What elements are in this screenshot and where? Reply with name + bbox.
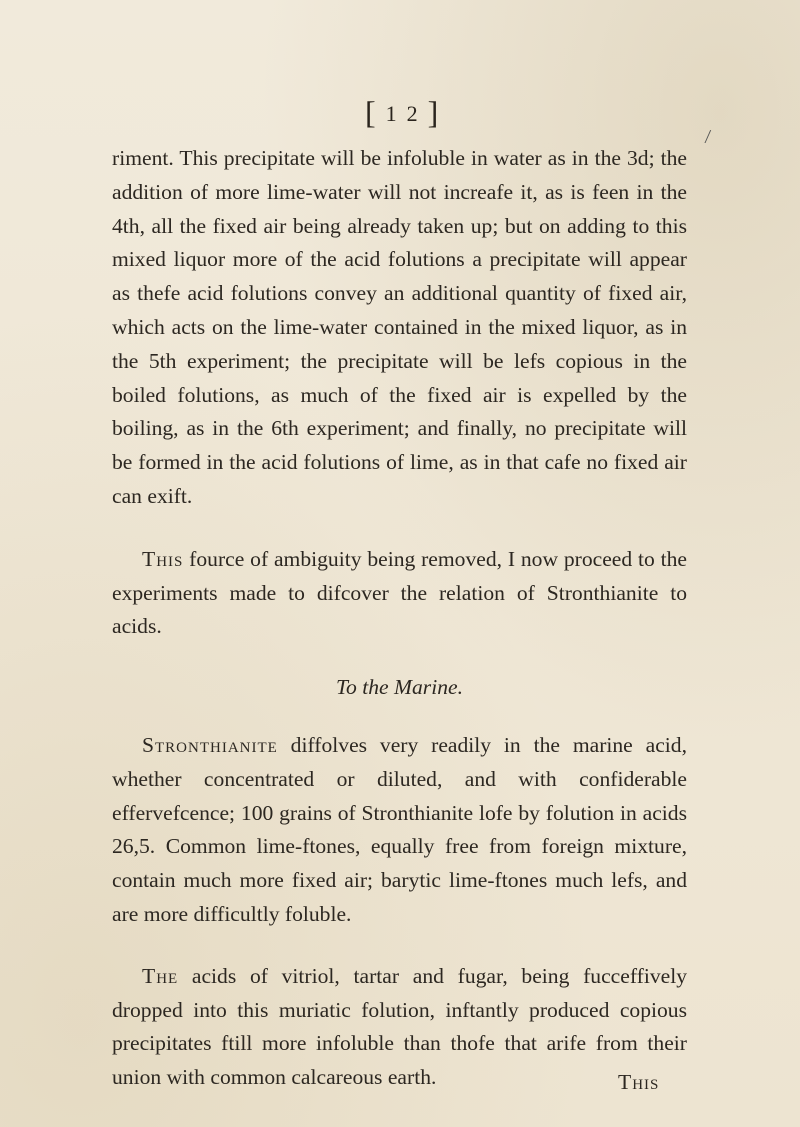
bracket-close: ]: [427, 94, 449, 130]
paragraph-4-lead: The: [142, 963, 179, 988]
body-text: [112, 142, 687, 1095]
page-number-value: 12: [385, 101, 428, 126]
paragraph-1: riment. This precipitate will be infoluble in water as in the 3d; the addition of more lime-water will not increafe it, as is feen in the 4th, all the fixed air being already taken up; but on adding to this mixed liquor more of the acid folutions a precipitate will appear as thefe acid folutions convey an additional quantity of fixed air, which acts on the lime-water contained in the mixed liquor, as in the 5th experiment; the precipitate will be lefs copious in the boiled folutions, as much of the fixed air is expelled by the boiling, as in the 6th experiment; and finally, no precipitate will be formed in the acid folutions of lime, as in that cafe no fixed air can exift.: [112, 146, 687, 508]
paragraph-4-text: acids of vitriol, tartar and fugar, being fucceffively dropped into this muriatic folution, inftantly produced copious precipitates ftill more infoluble than thofe that arife from their union with common calcareous earth.: [112, 963, 687, 1090]
paragraph-2-text: fource of ambiguity being removed, I now proceed to the experiments made to difcover the relation of Stronthianite to acids.: [112, 546, 687, 639]
paragraph-3-lead: Stronthianite: [142, 732, 278, 757]
paragraph-2: [112, 543, 687, 644]
paragraph-2-lead: This: [142, 546, 184, 571]
catchword: This: [618, 1070, 660, 1094]
stray-mark: /: [704, 125, 712, 149]
section-heading: To the Marine.: [336, 675, 463, 700]
bracket-open: [: [365, 94, 386, 130]
paragraph-4: [112, 960, 687, 1095]
page-number: [365, 92, 485, 132]
paragraph-3-text: diffolves very readily in the marine acid, whether concentrated or diluted, and with confiderable effervefcence; 100 grains of Stronthianite lofe by folution in acids 26,5. Common lime-ftones, equally free from foreign mixture, contain much more fixed air; barytic lime-ftones much lefs, and are more difficultly foluble.: [112, 732, 687, 926]
paragraph-3: [112, 729, 687, 932]
